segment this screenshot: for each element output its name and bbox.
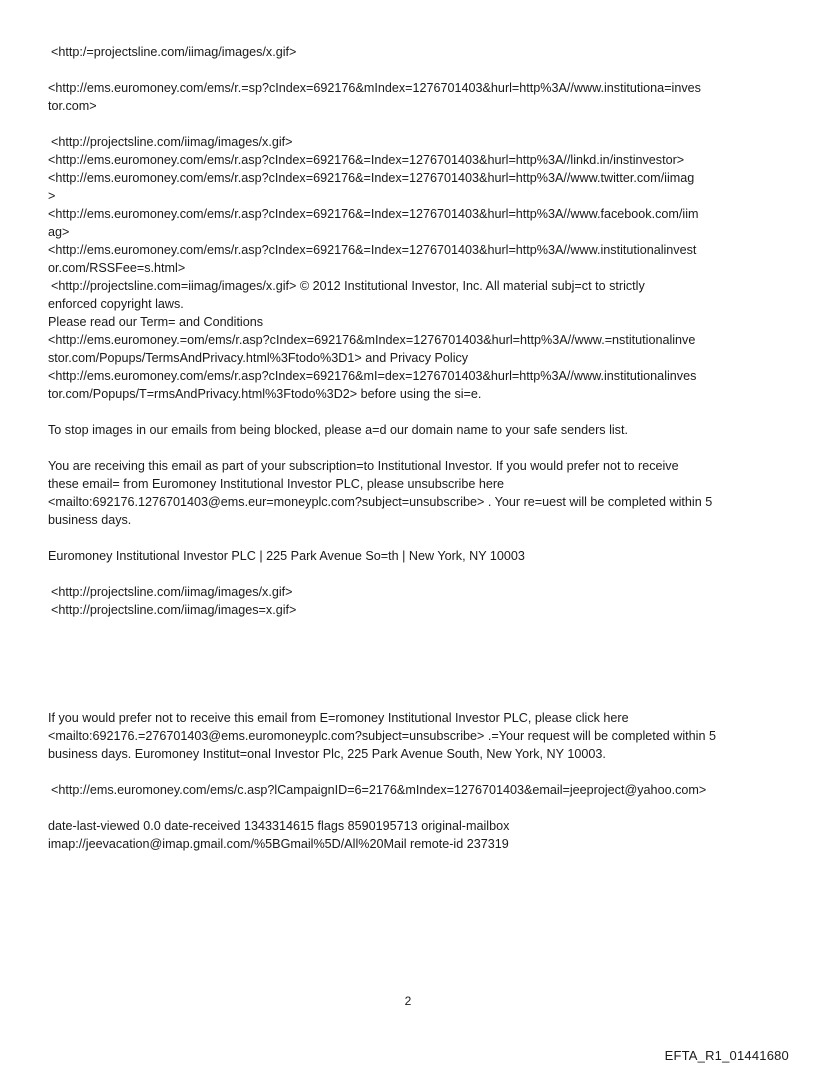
text-line: stor.com/Popups/TermsAndPrivacy.html%3Ftodo%3D1> and Privacy Policy (48, 351, 469, 365)
text-line: business days. (48, 513, 132, 527)
mailbox-metadata-paragraph (48, 817, 778, 853)
text-line: date-last-viewed 0.0 date-received 1343314615 flags 8590195713 original-mailbox (48, 819, 510, 833)
text-line: <http://projectsline.com/iimag/images/x.gif> (51, 585, 293, 599)
text-line: <http:/=projectsline.com/iimag/images/x.gif> (51, 45, 297, 59)
company-address-paragraph (48, 547, 778, 565)
document-body (48, 43, 778, 853)
copyright-line: <http://projectsline.com=iimag/images/x.gif> © 2012 Institutional Investor, Inc. All material subj=ct to strictly (51, 279, 645, 293)
campaign-link-paragraph (48, 781, 778, 799)
investor-link-paragraph (48, 79, 778, 115)
text-line: <http://ems.euromoney.com/ems/c.asp?lCampaignID=6=2176&mIndex=1276701403&email=jeeproject@yahoo.com> (51, 783, 707, 797)
text-line: <mailto:692176.1276701403@ems.eur=moneyplc.com?subject=unsubscribe> . Your re=uest will be completed within 5 (48, 495, 713, 509)
text-line: Euromoney Institutional Investor PLC | 225 Park Avenue So=th | New York, NY 10003 (48, 549, 525, 563)
text-line: You are receiving this email as part of your subscription=to Institutional Investor. If you would prefer not to receive (48, 459, 679, 473)
document-id: EFTA_R1_01441680 (664, 1048, 789, 1063)
text-line: <http://ems.euromoney.com/ems/r.asp?cIndex=692176&=Index=1276701403&hurl=http%3A//linkd.in/instinvestor> (48, 153, 685, 167)
text-line: tor.com/Popups/T=rmsAndPrivacy.html%3Ftodo%3D2> before using the si=e. (48, 387, 482, 401)
text-line: tor.com> (48, 99, 97, 113)
subscription-notice-paragraph (48, 457, 778, 529)
text-line: imap://jeevacation@imap.gmail.com/%5BGmail%5D/All%20Mail remote-id 237319 (48, 837, 509, 851)
text-line: <http://ems.euromoney.com/ems/r.asp?cIndex=692176&=Index=1276701403&hurl=http%3A//www.institutionalinvest (48, 243, 697, 257)
text-line: or.com/RSSFee=s.html> (48, 261, 186, 275)
text-line: <http://ems.euromoney.com/ems/r.asp?cIndex=692176&mI=dex=1276701403&hurl=http%3A//www.institutionalinves (48, 369, 697, 383)
text-line: <http://projectsline.com/iimag/images/x.gif> (51, 135, 293, 149)
text-line: <http://projectsline.com/iimag/images=x.gif> (51, 603, 297, 617)
text-line: If you would prefer not to receive this email from E=romoney Institutional Investor PLC, please click here (48, 711, 629, 725)
text-line: these email= from Euromoney Institutional Investor PLC, please unsubscribe here (48, 477, 505, 491)
text-line: <http://ems.euromoney.com/ems/r.asp?cIndex=692176&=Index=1276701403&hurl=http%3A//www.facebook.com/iim (48, 207, 699, 221)
text-line: <http://ems.euromoney.=om/ems/r.asp?cIndex=692176&mIndex=1276701403&hurl=http%3A//www.=nstitutionalinve (48, 333, 696, 347)
terms-line: Please read our Term= and Conditions (48, 315, 264, 329)
text-line: <http://ems.euromoney.com/ems/r.asp?cIndex=692176&=Index=1276701403&hurl=http%3A//www.twitter.com/iimag (48, 171, 695, 185)
tracking-images-paragraph (48, 583, 778, 619)
text-line: business days. Euromoney Institut=onal Investor Plc, 225 Park Avenue South, New York, NY 10003. (48, 747, 606, 761)
text-line: To stop images in our emails from being blocked, please a=d our domain name to your safe senders list. (48, 423, 628, 437)
social-links-and-legal-paragraph (48, 133, 778, 403)
safe-senders-paragraph (48, 421, 778, 439)
unsubscribe-paragraph (48, 709, 778, 763)
text-line: enforced copyright laws. (48, 297, 184, 311)
text-line: ag> (48, 225, 70, 239)
text-line: <mailto:692176.=276701403@ems.euromoneyplc.com?subject=unsubscribe> .=Your request will be completed within 5 (48, 729, 716, 743)
text-line: > (48, 189, 56, 203)
image-placeholder-paragraph (48, 43, 778, 61)
page-number: 2 (404, 994, 412, 1008)
text-line: <http://ems.euromoney.com/ems/r.=sp?cIndex=692176&mIndex=1276701403&hurl=http%3A//www.institutiona=inves (48, 81, 701, 95)
